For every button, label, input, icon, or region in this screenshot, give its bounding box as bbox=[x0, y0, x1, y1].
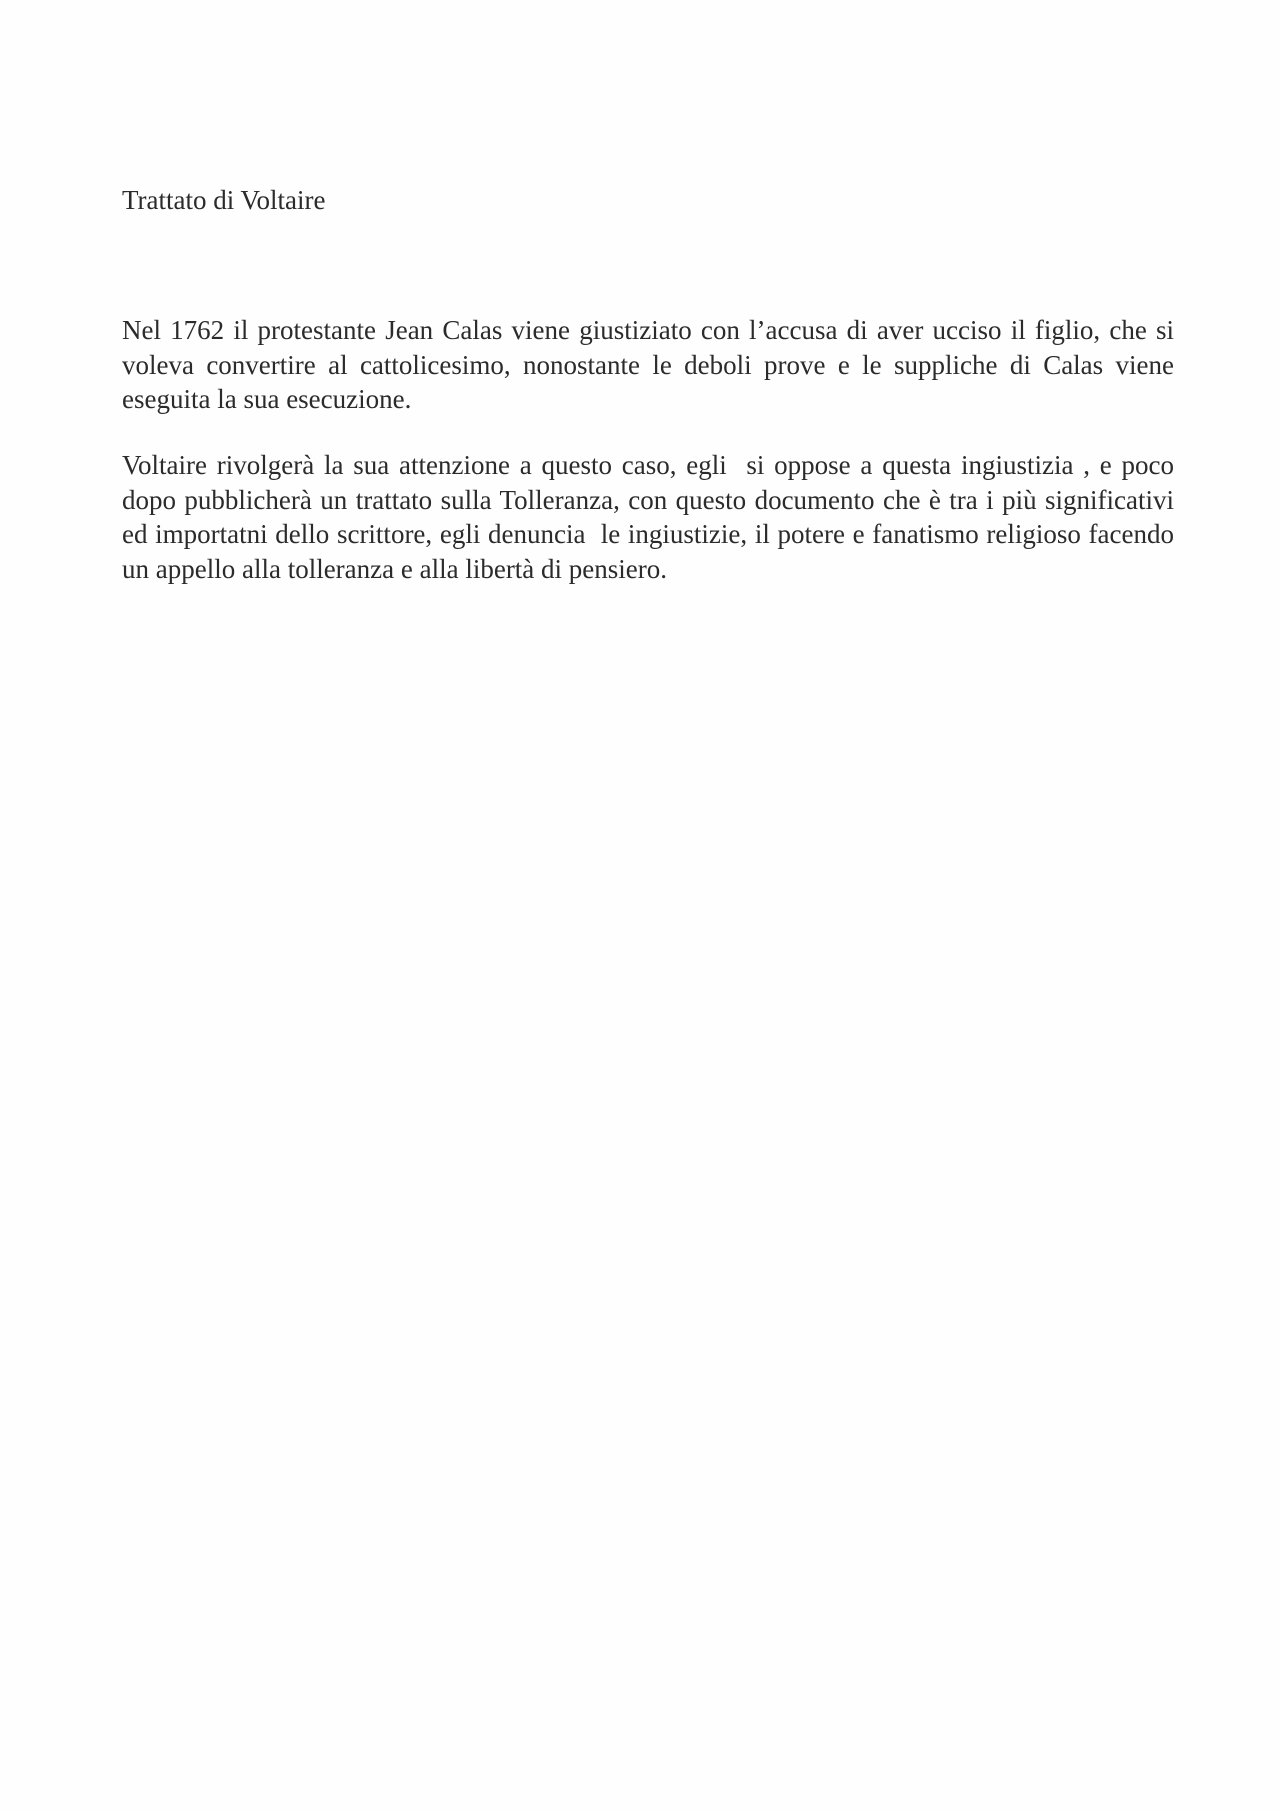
paragraph-calas-execution: Nel 1762 il protestante Jean Calas viene giustiziato con l’accusa di aver ucciso il figlio, che si voleva convertire al cattolicesimo, nonostante le deboli prove e le suppliche di Calas viene eseguita la sua esecuzione. bbox=[122, 315, 1181, 414]
paragraph-voltaire-treatise: Voltaire rivolgerà la sua attenzione a questo caso, egli si oppose a questa ingiustizia , e poco dopo pubblicherà un trattato sulla Tolleranza, con questo documento che è tra i più significativi ed importatni dello scrittore, egli denuncia le ingiustizie, il potere e fanatismo religioso facendo un appello alla tolleranza e alla libertà di pensiero. bbox=[122, 450, 1181, 584]
document-title: Trattato di Voltaire bbox=[122, 185, 326, 215]
